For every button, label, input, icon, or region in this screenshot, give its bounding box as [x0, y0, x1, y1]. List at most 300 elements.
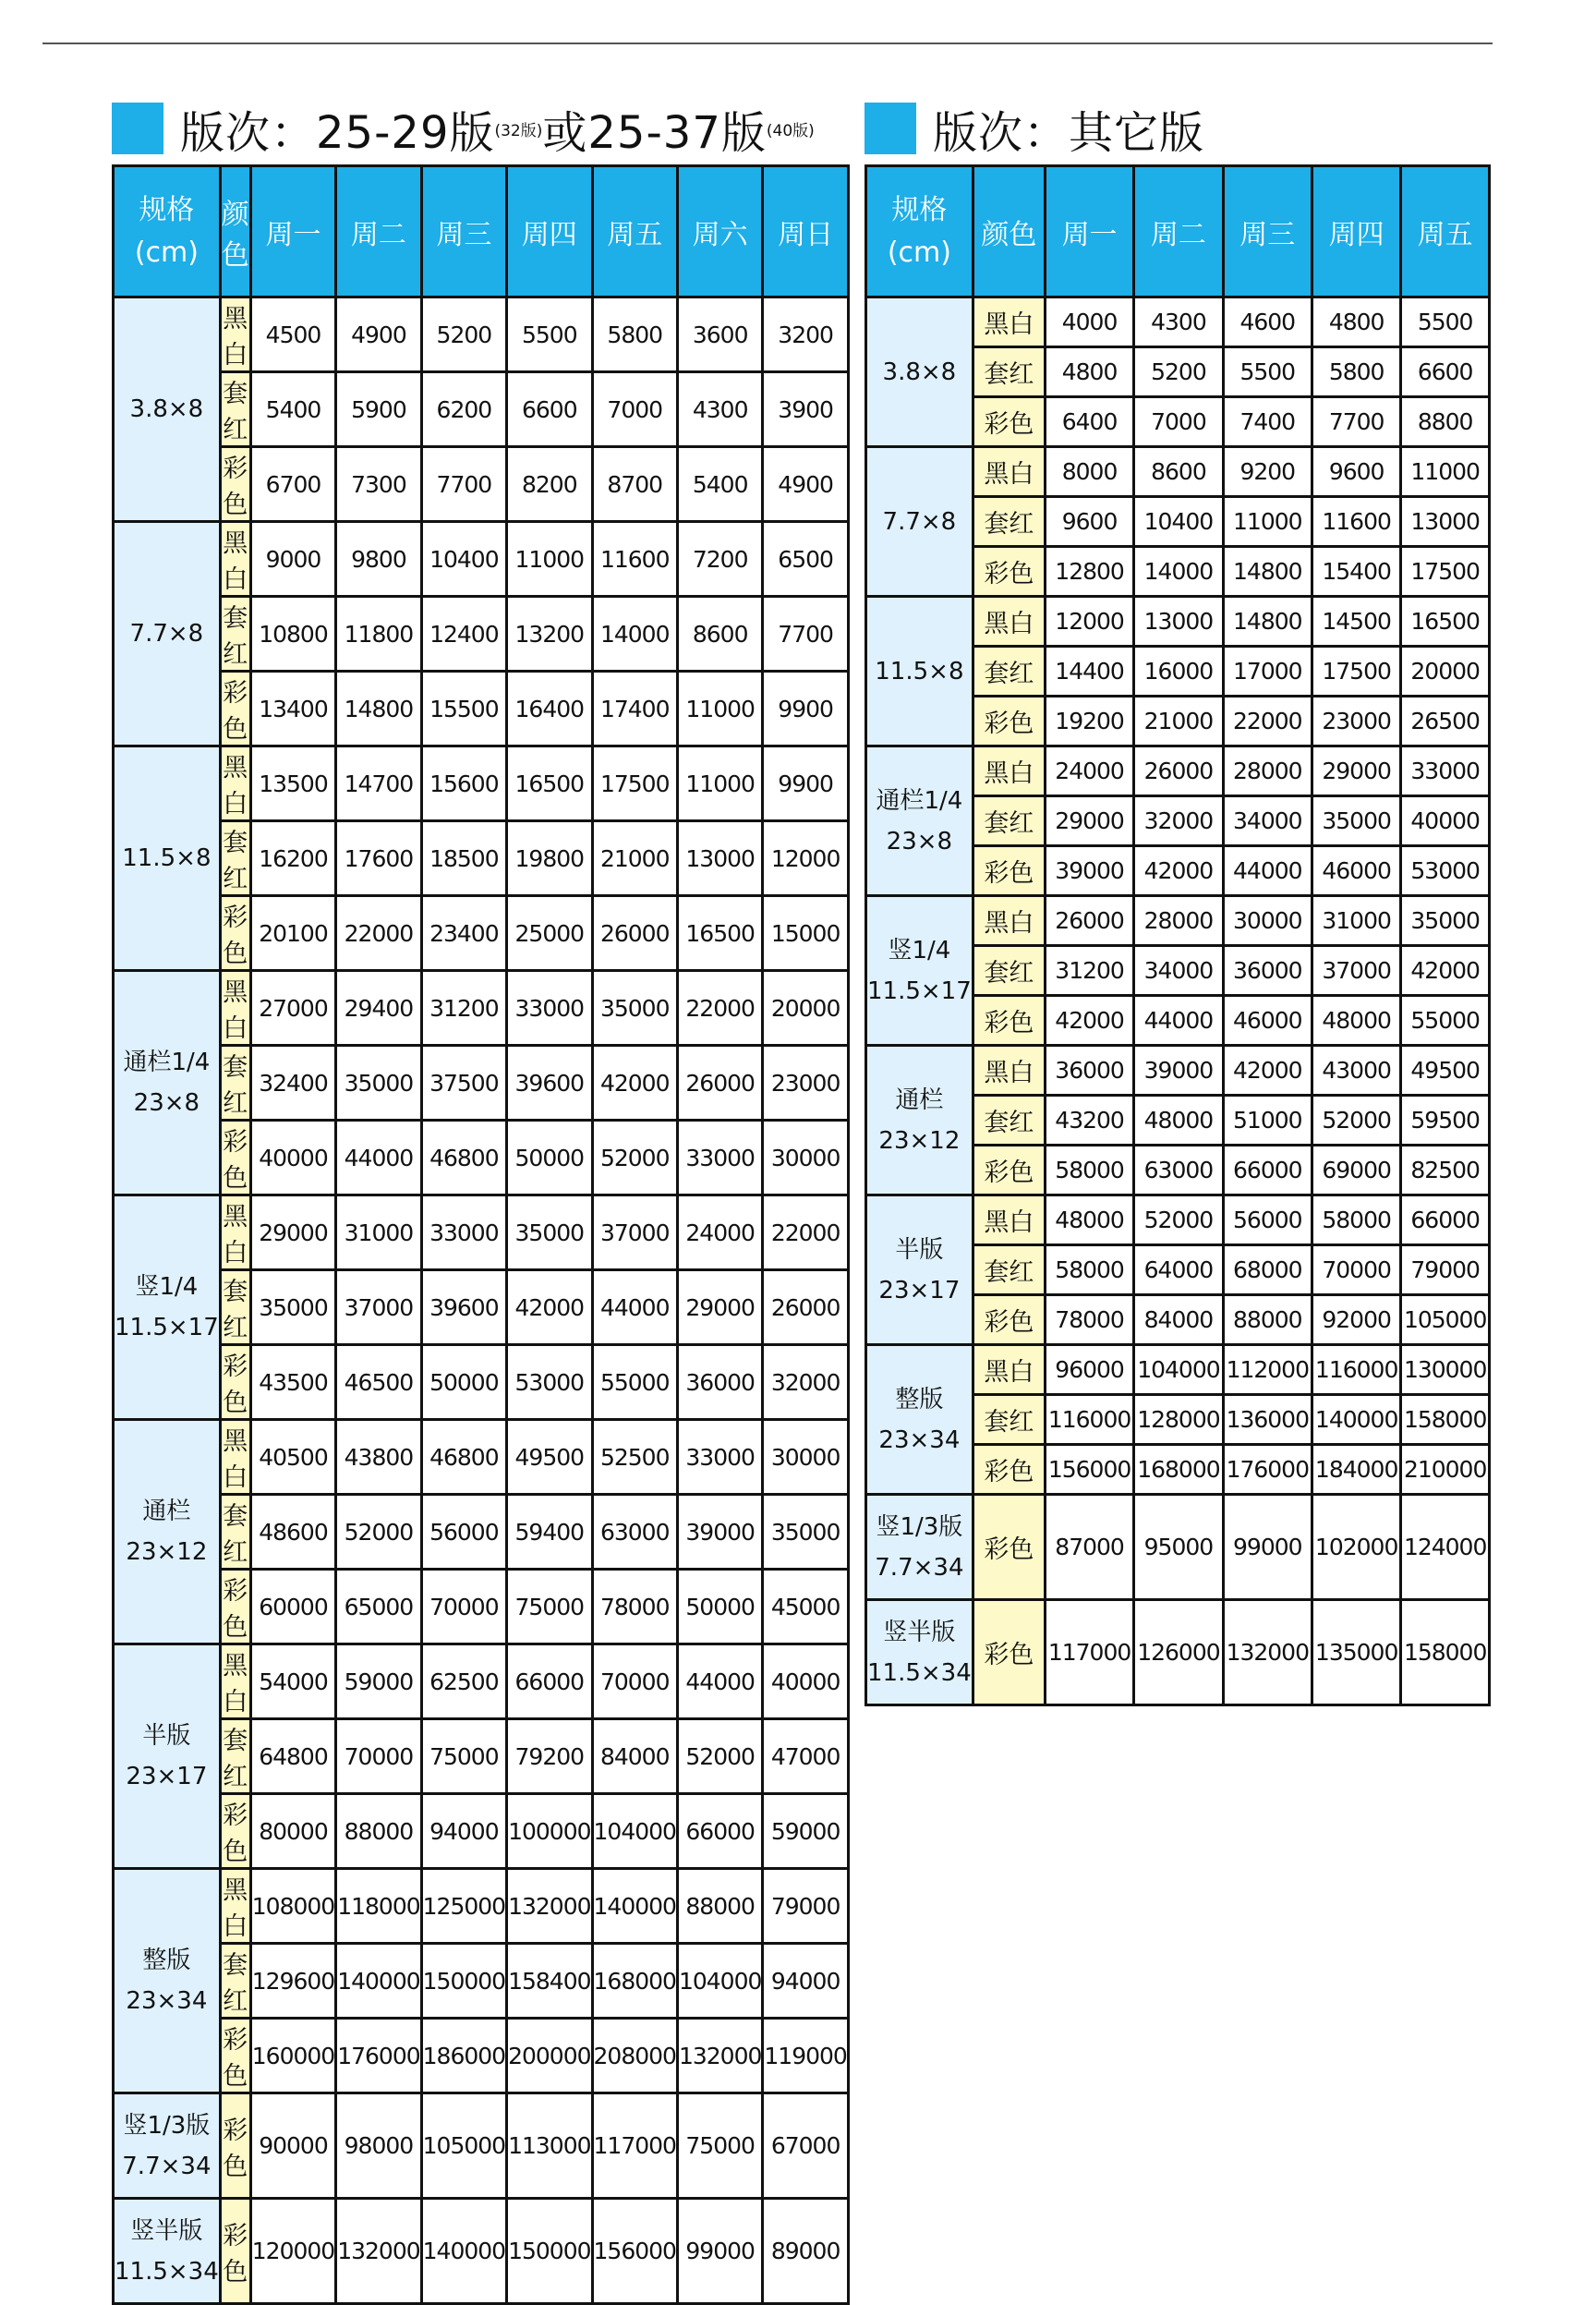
price-cell: 5800 [1312, 347, 1400, 397]
price-cell: 26000 [1045, 896, 1133, 946]
price-cell: 42000 [1045, 996, 1133, 1046]
price-cell: 14800 [1223, 597, 1312, 647]
header-color: 颜色 [220, 166, 250, 297]
price-cell: 104000 [677, 1944, 762, 2019]
price-cell: 43000 [1312, 1046, 1400, 1096]
price-cell: 44000 [592, 1270, 677, 1345]
spec-cell [866, 447, 973, 597]
price-cell: 75000 [421, 1719, 506, 1794]
header-row [114, 166, 849, 297]
color-cell: 彩色 [220, 2093, 250, 2199]
table-row [866, 597, 1490, 647]
header-day: 周五 [1401, 166, 1490, 297]
header-spec [866, 166, 973, 297]
price-cell: 36000 [1045, 1046, 1133, 1096]
color-cell: 套红 [973, 946, 1045, 996]
price-cell: 96000 [1045, 1345, 1133, 1395]
color-cell: 彩色 [220, 672, 250, 746]
price-cell: 108000 [250, 1869, 335, 1944]
price-cell: 9000 [250, 522, 335, 597]
spec-label: 23×8 [886, 827, 953, 855]
price-cell: 31200 [421, 971, 506, 1046]
color-cell: 彩色 [973, 697, 1045, 746]
price-cell: 105000 [1401, 1295, 1490, 1345]
price-cell: 35000 [1401, 896, 1490, 946]
price-cell: 16400 [507, 672, 592, 746]
price-cell: 8600 [677, 597, 762, 672]
price-cell: 21000 [592, 821, 677, 896]
price-cell: 26000 [677, 1046, 762, 1121]
header-color: 颜色 [973, 166, 1045, 297]
price-cell: 32000 [763, 1345, 848, 1420]
price-cell: 11000 [677, 672, 762, 746]
price-cell: 33000 [507, 971, 592, 1046]
spec-cell [866, 597, 973, 746]
spec-label: 23×17 [878, 1276, 961, 1304]
price-cell: 11600 [1312, 497, 1400, 547]
price-cell: 17400 [592, 672, 677, 746]
price-cell: 5400 [677, 447, 762, 522]
table-row [114, 522, 849, 597]
price-cell: 104000 [592, 1794, 677, 1869]
section-heading-right [864, 92, 1491, 164]
price-cell: 14800 [1223, 547, 1312, 597]
price-cell: 156000 [592, 2199, 677, 2304]
price-cell: 12800 [1045, 547, 1133, 597]
price-cell: 23000 [763, 1046, 848, 1121]
spec-label: 通栏 [895, 1086, 944, 1114]
price-cell: 11600 [592, 522, 677, 597]
price-cell: 26000 [763, 1270, 848, 1345]
rate-table-right [864, 164, 1491, 1706]
price-cell: 58000 [1045, 1146, 1133, 1195]
price-cell: 35000 [250, 1270, 335, 1345]
price-cell: 17500 [1401, 547, 1490, 597]
price-cell: 100000 [507, 1794, 592, 1869]
price-cell: 48000 [1134, 1096, 1223, 1146]
spec-cell [114, 1195, 221, 1420]
spec-label: 7.7×34 [875, 1553, 964, 1582]
price-cell: 9600 [1045, 497, 1133, 547]
price-cell: 168000 [1134, 1445, 1223, 1495]
price-cell: 48600 [250, 1495, 335, 1570]
price-cell: 117000 [592, 2093, 677, 2199]
spec-label: 3.8×8 [129, 395, 204, 423]
color-cell: 黑白 [220, 1195, 250, 1270]
color-cell: 黑白 [973, 1195, 1045, 1245]
price-cell: 140000 [336, 1944, 421, 2019]
price-cell: 21000 [1134, 697, 1223, 746]
color-cell: 彩色 [973, 547, 1045, 597]
price-cell: 26000 [592, 896, 677, 971]
price-cell: 52000 [677, 1719, 762, 1794]
price-cell: 5800 [592, 297, 677, 372]
table-row [114, 672, 849, 746]
price-cell: 40500 [250, 1420, 335, 1495]
color-cell: 黑白 [973, 297, 1045, 347]
spec-cell [114, 1420, 221, 1644]
table-row [114, 1794, 849, 1869]
color-cell: 套红 [220, 1495, 250, 1570]
table-row [114, 896, 849, 971]
color-cell: 套红 [973, 647, 1045, 697]
price-cell: 63000 [1134, 1146, 1223, 1195]
price-cell: 29000 [1045, 796, 1133, 846]
price-cell: 4800 [1312, 297, 1400, 347]
table-row [114, 372, 849, 447]
price-cell: 20000 [1401, 647, 1490, 697]
table-row [866, 297, 1490, 347]
price-cell: 158000 [1401, 1600, 1490, 1705]
price-cell: 37000 [1312, 946, 1400, 996]
price-cell: 176000 [1223, 1445, 1312, 1495]
rate-table-section-right [864, 92, 1491, 1706]
color-cell: 彩色 [973, 1146, 1045, 1195]
heading-title: 版次：其它版 [933, 106, 1205, 159]
color-cell: 套红 [220, 1046, 250, 1121]
price-cell: 55000 [592, 1345, 677, 1420]
spec-label: 竖半版 [883, 1618, 956, 1646]
price-cell: 5200 [421, 297, 506, 372]
color-cell: 套红 [220, 1270, 250, 1345]
price-cell: 84000 [1134, 1295, 1223, 1345]
price-cell: 140000 [592, 1869, 677, 1944]
spec-cell [114, 1644, 221, 1869]
price-cell: 132000 [677, 2019, 762, 2093]
color-cell: 套红 [973, 1395, 1045, 1445]
price-cell: 9900 [763, 746, 848, 821]
price-cell: 63000 [592, 1495, 677, 1570]
price-cell: 158400 [507, 1944, 592, 2019]
price-cell: 23400 [421, 896, 506, 971]
rate-table-left [112, 164, 850, 2305]
price-cell: 168000 [592, 1944, 677, 2019]
price-cell: 17500 [1312, 647, 1400, 697]
price-cell: 37000 [592, 1195, 677, 1270]
color-cell: 彩色 [973, 996, 1045, 1046]
price-cell: 5900 [336, 372, 421, 447]
header-day: 周四 [1312, 166, 1400, 297]
price-cell: 7700 [1312, 397, 1400, 447]
price-cell: 135000 [1312, 1600, 1400, 1705]
price-cell: 30000 [763, 1121, 848, 1195]
price-cell: 70000 [421, 1570, 506, 1644]
price-cell: 160000 [250, 2019, 335, 2093]
color-cell: 黑白 [220, 971, 250, 1046]
spec-cell [114, 2199, 221, 2304]
price-cell: 27000 [250, 971, 335, 1046]
price-cell: 15400 [1312, 547, 1400, 597]
header-day: 周一 [250, 166, 335, 297]
spec-label: 11.5×17 [115, 1314, 219, 1341]
spec-label: 竖1/4 [135, 1273, 199, 1301]
color-cell: 黑白 [973, 597, 1045, 647]
heading-title-mid: 或25-37版 [542, 106, 767, 159]
price-cell: 35000 [336, 1046, 421, 1121]
price-cell: 16500 [1401, 597, 1490, 647]
table-row [114, 1719, 849, 1794]
price-cell: 82500 [1401, 1146, 1490, 1195]
price-cell: 13000 [1134, 597, 1223, 647]
price-cell: 8700 [592, 447, 677, 522]
table-row [114, 971, 849, 1046]
price-cell: 6400 [1045, 397, 1133, 447]
spec-label: 23×12 [878, 1126, 961, 1155]
price-cell: 35000 [763, 1495, 848, 1570]
price-cell: 7400 [1223, 397, 1312, 447]
spec-label: 竖1/4 [888, 936, 951, 964]
price-cell: 118000 [336, 1869, 421, 1944]
spec-cell [114, 971, 221, 1195]
color-cell: 黑白 [220, 746, 250, 821]
price-cell: 116000 [1312, 1345, 1400, 1395]
price-cell: 150000 [421, 1944, 506, 2019]
header-day: 周日 [763, 166, 848, 297]
price-cell: 32400 [250, 1046, 335, 1121]
spec-label: 竖半版 [130, 2216, 203, 2245]
price-cell: 50000 [677, 1570, 762, 1644]
price-cell: 66000 [507, 1644, 592, 1719]
color-cell: 彩色 [973, 397, 1045, 447]
price-cell: 6200 [421, 372, 506, 447]
price-cell: 16200 [250, 821, 335, 896]
color-cell: 彩色 [220, 1570, 250, 1644]
color-cell: 黑白 [220, 1644, 250, 1719]
price-cell: 46000 [1223, 996, 1312, 1046]
price-cell: 26500 [1401, 697, 1490, 746]
price-cell: 23000 [1312, 697, 1400, 746]
color-cell: 套红 [973, 497, 1045, 547]
header-day: 周五 [592, 166, 677, 297]
price-cell: 44000 [336, 1121, 421, 1195]
price-cell: 5200 [1134, 347, 1223, 397]
color-cell: 彩色 [973, 1495, 1045, 1600]
price-cell: 19800 [507, 821, 592, 896]
price-cell: 24000 [1045, 746, 1133, 796]
price-cell: 25000 [507, 896, 592, 971]
header-spec [114, 166, 221, 297]
color-cell: 套红 [220, 1944, 250, 2019]
price-cell: 105000 [421, 2093, 506, 2199]
price-cell: 10400 [421, 522, 506, 597]
price-cell: 24000 [677, 1195, 762, 1270]
price-cell: 9200 [1223, 447, 1312, 497]
price-cell: 44000 [1134, 996, 1223, 1046]
price-cell: 89000 [763, 2199, 848, 2304]
spec-label: 11.5×34 [115, 2257, 219, 2286]
table-row [114, 1644, 849, 1719]
color-cell: 彩色 [973, 1445, 1045, 1495]
price-cell: 43500 [250, 1345, 335, 1420]
price-cell: 40000 [763, 1644, 848, 1719]
table-row [114, 1270, 849, 1345]
price-cell: 49500 [1401, 1046, 1490, 1096]
price-cell: 6600 [507, 372, 592, 447]
color-cell: 套红 [220, 821, 250, 896]
spec-cell [866, 297, 973, 447]
table-row [114, 1495, 849, 1570]
spec-label: 整版 [895, 1385, 944, 1413]
price-cell: 47000 [763, 1719, 848, 1794]
header-day: 周六 [677, 166, 762, 297]
price-cell: 31000 [1312, 896, 1400, 946]
price-cell: 10800 [250, 597, 335, 672]
spec-cell [114, 746, 221, 971]
price-cell: 70000 [1312, 1245, 1400, 1295]
price-cell: 125000 [421, 1869, 506, 1944]
price-cell: 128000 [1134, 1395, 1223, 1445]
price-cell: 75000 [677, 2093, 762, 2199]
price-cell: 44000 [1223, 846, 1312, 896]
header-day: 周三 [1223, 166, 1312, 297]
price-cell: 4500 [250, 297, 335, 372]
table-row [866, 1195, 1490, 1245]
price-cell: 18500 [421, 821, 506, 896]
price-cell: 30000 [1223, 896, 1312, 946]
price-cell: 49500 [507, 1420, 592, 1495]
price-cell: 13200 [507, 597, 592, 672]
price-cell: 43200 [1045, 1096, 1133, 1146]
price-cell: 7200 [677, 522, 762, 597]
color-cell: 黑白 [973, 1046, 1045, 1096]
price-cell: 40000 [250, 1121, 335, 1195]
price-cell: 58000 [1312, 1195, 1400, 1245]
color-cell: 黑白 [973, 447, 1045, 497]
table-row [866, 1345, 1490, 1395]
price-cell: 112000 [1223, 1345, 1312, 1395]
price-cell: 156000 [1045, 1445, 1133, 1495]
price-cell: 8600 [1134, 447, 1223, 497]
price-cell: 94000 [763, 1944, 848, 2019]
price-cell: 31200 [1045, 946, 1133, 996]
spec-label: 通栏1/4 [123, 1049, 211, 1076]
table-row [114, 447, 849, 522]
table-row [114, 2199, 849, 2304]
price-cell: 3900 [763, 372, 848, 447]
price-cell: 59000 [336, 1644, 421, 1719]
price-cell: 59000 [763, 1794, 848, 1869]
price-cell: 59400 [507, 1495, 592, 1570]
price-cell: 4300 [677, 372, 762, 447]
price-cell: 140000 [421, 2199, 506, 2304]
price-cell: 9900 [763, 672, 848, 746]
price-cell: 79200 [507, 1719, 592, 1794]
table-row [114, 597, 849, 672]
price-cell: 39000 [1134, 1046, 1223, 1096]
price-cell: 50000 [507, 1121, 592, 1195]
price-cell: 39000 [677, 1495, 762, 1570]
color-cell: 黑白 [220, 1420, 250, 1495]
price-cell: 66000 [677, 1794, 762, 1869]
price-cell: 11000 [1223, 497, 1312, 547]
spec-label: 竖1/3版 [876, 1512, 963, 1541]
price-cell: 99000 [677, 2199, 762, 2304]
price-cell: 37000 [336, 1270, 421, 1345]
price-cell: 14400 [1045, 647, 1133, 697]
color-cell: 套红 [973, 1245, 1045, 1295]
price-cell: 34000 [1134, 946, 1223, 996]
spec-label: 通栏 [142, 1498, 191, 1525]
price-cell: 31000 [336, 1195, 421, 1270]
table-row [114, 1944, 849, 2019]
price-cell: 10400 [1134, 497, 1223, 547]
price-cell: 29400 [336, 971, 421, 1046]
price-cell: 132000 [1223, 1600, 1312, 1705]
price-cell: 95000 [1134, 1495, 1223, 1600]
header-spec-unit: (cm) [134, 236, 199, 269]
price-cell: 50000 [421, 1345, 506, 1420]
spec-cell [866, 1195, 973, 1345]
color-cell: 彩色 [220, 2019, 250, 2093]
price-cell: 56000 [1223, 1195, 1312, 1245]
price-cell: 99000 [1223, 1495, 1312, 1600]
price-cell: 4000 [1045, 297, 1133, 347]
price-cell: 78000 [1045, 1295, 1133, 1345]
table-row [114, 821, 849, 896]
spec-label: 23×12 [126, 1538, 208, 1566]
price-cell: 75000 [507, 1570, 592, 1644]
spec-label: 半版 [142, 1722, 191, 1750]
price-cell: 13400 [250, 672, 335, 746]
spec-label: 11.5×34 [867, 1658, 972, 1687]
table-row [114, 1195, 849, 1270]
price-cell: 46500 [336, 1345, 421, 1420]
spec-label: 半版 [895, 1235, 944, 1264]
price-cell: 46800 [421, 1420, 506, 1495]
price-cell: 36000 [677, 1345, 762, 1420]
price-cell: 150000 [507, 2199, 592, 2304]
table-row [866, 447, 1490, 497]
price-cell: 15500 [421, 672, 506, 746]
price-cell: 3600 [677, 297, 762, 372]
price-cell: 4900 [336, 297, 421, 372]
price-cell: 7300 [336, 447, 421, 522]
spec-label: 整版 [142, 1947, 191, 1974]
color-cell: 套红 [220, 372, 250, 447]
price-cell: 11000 [677, 746, 762, 821]
spec-label: 11.5×8 [875, 657, 964, 685]
price-cell: 14000 [1134, 547, 1223, 597]
price-cell: 5500 [507, 297, 592, 372]
price-cell: 17500 [592, 746, 677, 821]
table-row [866, 746, 1490, 796]
price-cell: 5500 [1223, 347, 1312, 397]
spec-cell [114, 297, 221, 522]
price-cell: 14700 [336, 746, 421, 821]
price-cell: 22000 [336, 896, 421, 971]
price-cell: 4900 [763, 447, 848, 522]
price-cell: 22000 [677, 971, 762, 1046]
price-cell: 29000 [677, 1270, 762, 1345]
color-cell: 彩色 [220, 896, 250, 971]
price-cell: 7700 [421, 447, 506, 522]
price-cell: 33000 [1401, 746, 1490, 796]
price-cell: 40000 [1401, 796, 1490, 846]
price-cell: 7000 [1134, 397, 1223, 447]
color-cell: 彩色 [220, 2199, 250, 2304]
price-cell: 19200 [1045, 697, 1133, 746]
price-cell: 37500 [421, 1046, 506, 1121]
heading-title-main: 版次：25-29版 [180, 106, 495, 159]
price-cell: 52000 [1312, 1096, 1400, 1146]
price-cell: 87000 [1045, 1495, 1133, 1600]
price-cell: 64000 [1134, 1245, 1223, 1295]
spec-label: 11.5×8 [122, 844, 212, 872]
price-cell: 184000 [1312, 1445, 1400, 1495]
price-cell: 78000 [592, 1570, 677, 1644]
price-cell: 92000 [1312, 1295, 1400, 1345]
table-row [866, 1600, 1490, 1705]
